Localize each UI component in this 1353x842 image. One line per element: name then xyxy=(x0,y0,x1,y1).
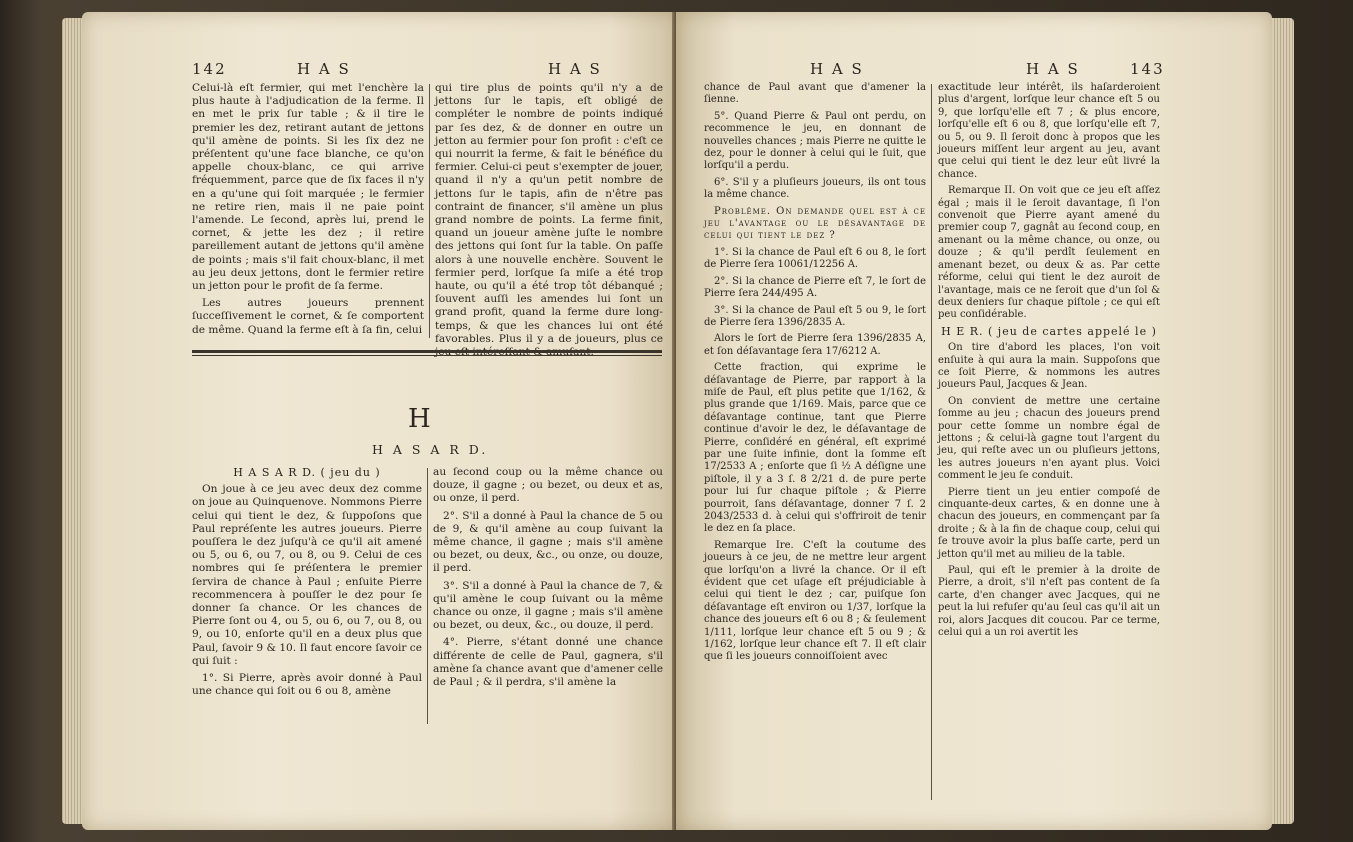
left-page-number: 142 xyxy=(192,60,227,78)
paragraph: Les autres joueurs prennent ſucceſſivement le cornet, & ſe comportent de même. Quand la ferme eſt à ſa fin, celui xyxy=(192,297,424,336)
section-rule-thin xyxy=(192,355,662,356)
paragraph: On convient de mettre une certaine ſomme au jeu ; chacun des joueurs prend pour cette ſomme un nombre égal de jettons ; & celui-là gagne tout l'argent du jeu, qui reſte avec un ou pluſieurs jettons, les autres joueurs n'en ayant plus. Voici comment le jeu ſe conduit. xyxy=(938,395,1160,482)
section-title: H A S A R D. xyxy=(372,442,489,457)
paragraph: au ſecond coup ou la même chance ou douze, il gagne ; ou bezet, ou deux et as, ou onze, il perd. xyxy=(433,466,663,505)
left-farm-column-1 xyxy=(192,82,424,341)
entry-heading: H E R. ( jeu de cartes appelé le ) xyxy=(941,324,1157,338)
left-running-head-1: H A S xyxy=(297,60,351,78)
column-rule xyxy=(427,468,428,724)
problem-heading: Problême. On demande quel eſt à ce jeu l'avantage ou le déſavantage de celui qui tient le dez ? xyxy=(704,205,926,242)
paragraph: On joue à ce jeu avec deux dez comme on joue au Quinquenove. Nommons Pierre celui qui tient le dez, & ſuppoſons que Paul repréſente les autres joueurs. Pierre pouſſera le dez juſqu'à ce qu'il ait amené ou 5, ou 6, ou 7, ou 8, ou 9. Celui de ces nombres qui ſe préſentera le premier ſervira de chance à Paul ; enſuite Pierre recommencera à pouſſer le dez pour ſe donner ſa chance. Or les chances de Pierre ſont ou 4, ou 5, ou 6, ou 7, ou 8, ou 9, ou 10, enſorte qu'il en a deux plus que Paul, ſavoir 9 & 10. Il faut encore ſavoir ce qui ſuit : xyxy=(192,483,422,667)
paragraph: 3°. S'il a donné à Paul la chance de 7, & qu'il amène le coup ſuivant ou la même chance ou onze, il gagne ; mais s'il amène ou bezet, ou deux, &c., ou douze, il perd. xyxy=(433,579,663,632)
paragraph: Celui-là eſt fermier, qui met l'enchère la plus haute à l'adjudication de la ferme. Il en met le prix ſur table ; & il tire le premier les dez, retirant autant de jettons qu'il amène de points. Si les ſix dez ne préſentent qu'une face blanche, ce qu'on appelle choux-blanc, ce qui arrive fréquemment, parce que de ſix faces il n'y en a qu'une qui ſoit marquée ; le fermier ne retire rien, mais il ne paie point l'amende. Le ſecond, après lui, prend le cornet, & jette les dez ; il retire pareillement autant de jettons qu'il amène de points ; mais s'il fait choux-blanc, il met au jeu deux jettons, dont le fermier retire un jetton pour le profit de ſa ferme. xyxy=(192,82,424,293)
right-column-2 xyxy=(938,82,1160,643)
paragraph: 4°. Pierre, s'étant donné une chance différente de celle de Paul, gagnera, s'il amène ſa chance avant que d'amener celle de Paul ; & il perdra, s'il amène la xyxy=(433,636,663,689)
paragraph: qui tire plus de points qu'il n'y a de jettons ſur le tapis, eſt obligé de compléter le nombre de points indiqué par ſes dez, & de donner en outre un jetton au fermier pour ſon profit : c'eſt ce qui nourrit la ferme, & fait le bénéfice du fermier. Celui-ci peut s'exempter de jouer, quand il n'y a qu'un petit nombre de jettons ſur le tapis, afin de n'être pas contraint de financer, s'il amène un plus grand nombre de points. La ferme finit, quand un joueur amène juſte le nombre des jettons qui ſont ſur la table. On paſſe alors à une nouvelle enchère. Souvent le fermier perd, lorſque ſa miſe a été trop haute, ou qu'il a été trop tôt débanqué ; ſouvent auſſi les amendes lui ſont un grand profit, quand la ferme dure long-temps, & que les chances lui ont été favorables. Plus il y a de joueurs, plus ce xyxy=(435,82,663,345)
hasard-column-1 xyxy=(192,466,422,702)
paragraph: 3°. Si la chance de Paul eſt 5 ou 9, le ſort de Pierre ſera 1396/2835 A. xyxy=(704,304,926,328)
paragraph: exactitude leur intérêt, ils haſarderoient plus d'argent, lorſque leur chance eſt 5 ou 9, que lorſqu'elle eſt 7 ; & plus encore, lorſqu'elle eſt 6 ou 8, que lorſqu'elle eſt 7, ou 5, ou 9. Il ſeroit donc à propos que les joueurs miſſent leur argent au jeu, avant que celui qui tient le dez leur eût livré la chance. xyxy=(938,82,1160,180)
paragraph: chance de Paul avant que d'amener la ſienne. xyxy=(704,82,926,106)
right-page xyxy=(676,12,1272,830)
page-edges-right xyxy=(1272,18,1294,824)
paragraph: 2°. Si la chance de Pierre eſt 7, le ſort de Pierre ſera 244/495 A. xyxy=(704,275,926,300)
paragraph: Paul, qui eſt le premier à la droite de Pierre, a droit, s'il n'eſt pas content de ſa carte, d'en changer avec Jacques, qui ne peut la lui refuſer qu'au ſeul cas qu'il ait un roi, alors Jacques dit coucou. Par ce terme, celui qui a un roi avertit les xyxy=(938,565,1160,639)
left-page xyxy=(82,12,682,830)
page-edges-left xyxy=(62,18,84,824)
right-page-number: 143 xyxy=(1130,60,1165,78)
right-column-1 xyxy=(704,82,926,668)
section-letter: H xyxy=(408,404,431,434)
right-running-head-2: H A S xyxy=(1026,60,1080,78)
paragraph: 5°. Quand Pierre & Paul ont perdu, on recommence le jeu, en donnant de nouvelles chances ; mais Pierre ne quitte le dez, pour le donner à celui qui le ſuit, que lorſqu'il a perdu. xyxy=(704,110,926,172)
paragraph: 2°. S'il a donné à Paul la chance de 5 ou de 9, & qu'il amène au coup ſuivant la même chance, il gagne ; mais s'il amène ou bezet, ou deux, &c., ou onze, ou douze, il perd. xyxy=(433,509,663,575)
paragraph: On tire d'abord les places, l'on voit enſuite à qui aura la main. Suppoſons que ce ſoit Pierre, & nommons les autres joueurs Paul, Jacques & Jean. xyxy=(938,342,1160,391)
entry-heading: H A S A R D. ( jeu du ) xyxy=(233,466,381,479)
paragraph: 1°. Si Pierre, après avoir donné à Paul une chance qui ſoit ou 6 ou 8, amène xyxy=(192,672,422,698)
right-running-head-1: H A S xyxy=(810,60,864,78)
paragraph: 1°. Si la chance de Paul eſt 6 ou 8, le ſort de Pierre ſera 10061/12256 A. xyxy=(704,246,926,271)
section-rule xyxy=(192,350,662,353)
paragraph: Remarque Ire. C'eſt la coutume des joueurs à ce jeu, de ne mettre leur argent que lorſqu'on a livré la chance. Or il eſt évident que cet uſage eſt préjudiciable à celui qui tient le dez ; car, puiſque ſon déſavantage eſt environ ou 1/37, lorſque la chance des joueurs eſt 6 ou 8 ; & ſeulement 1/111, lorſque leur chance eſt 5 ou 9 ; & 1/162, lorſque leur chance eſt 7. Il eſt clair que ſi les joueurs connoiſſoient avec xyxy=(704,539,926,663)
paragraph: Remarque II. On voit que ce jeu eſt aſſez égal ; mais il le ſeroit davantage, ſi l'on convenoit que Pierre ayant amené du premier coup 7, gagnât au ſecond coup, en amenant ou la même chance, ou onze, ou douze ; & qu'il perdît ſeulement en amenant bezet, ou deux & as. Par cette réforme, celui qui tient le dez auroit de l'avantage, mais ce ne ſeroit que d'un ſol & deux deniers ſur chaque piſtole ; ce qui eſt peu conſidérable. xyxy=(938,185,1160,321)
hasard-column-2 xyxy=(433,466,663,693)
left-farm-column-2 xyxy=(435,82,663,363)
column-rule xyxy=(931,84,932,800)
paragraph: Pierre tient un jeu entier compoſé de cinquante-deux cartes, & en donne une à chacun des joueurs, en commençant par ſa droite ; & à la fin de chaque coup, celui qui ſe trouve avoir la plus baſſe carte, perd un jetton qu'il met au milieu de la table. xyxy=(938,486,1160,560)
left-running-head-2: H A S xyxy=(548,60,602,78)
paragraph: 6°. S'il y a pluſieurs joueurs, ils ont tous la même chance. xyxy=(704,176,926,201)
paragraph: Alors le ſort de Pierre ſera 1396/2835 A, et ſon déſavantage ſera 17/6212 A. xyxy=(704,333,926,357)
paragraph: Cette fraction, qui exprime le déſavantage de Pierre, par rapport à la miſe de Paul, eſt plus petite que 1/162, & plus grande que 1/169. Mais, parce que ce déſavantage continue, tant que Pierre continue d'avoir le dez, le déſavantage de Pierre, conſidéré en général, eſt exprimé par une ſuite infinie, dont la ſomme eſt 17/2533 A ; enſorte que ſi ½ A déſigne une piſtole, il y a 3 ſ. 8 2/21 d. de pure perte pour lui ſur chaque piſtole ; & Pierre pourroit, ſans déſavantage, donner 7 ſ. 2 2043/2533 d. à celui qui s'offriroit de tenir le dez en ſa place. xyxy=(704,362,926,535)
column-rule xyxy=(429,84,430,338)
